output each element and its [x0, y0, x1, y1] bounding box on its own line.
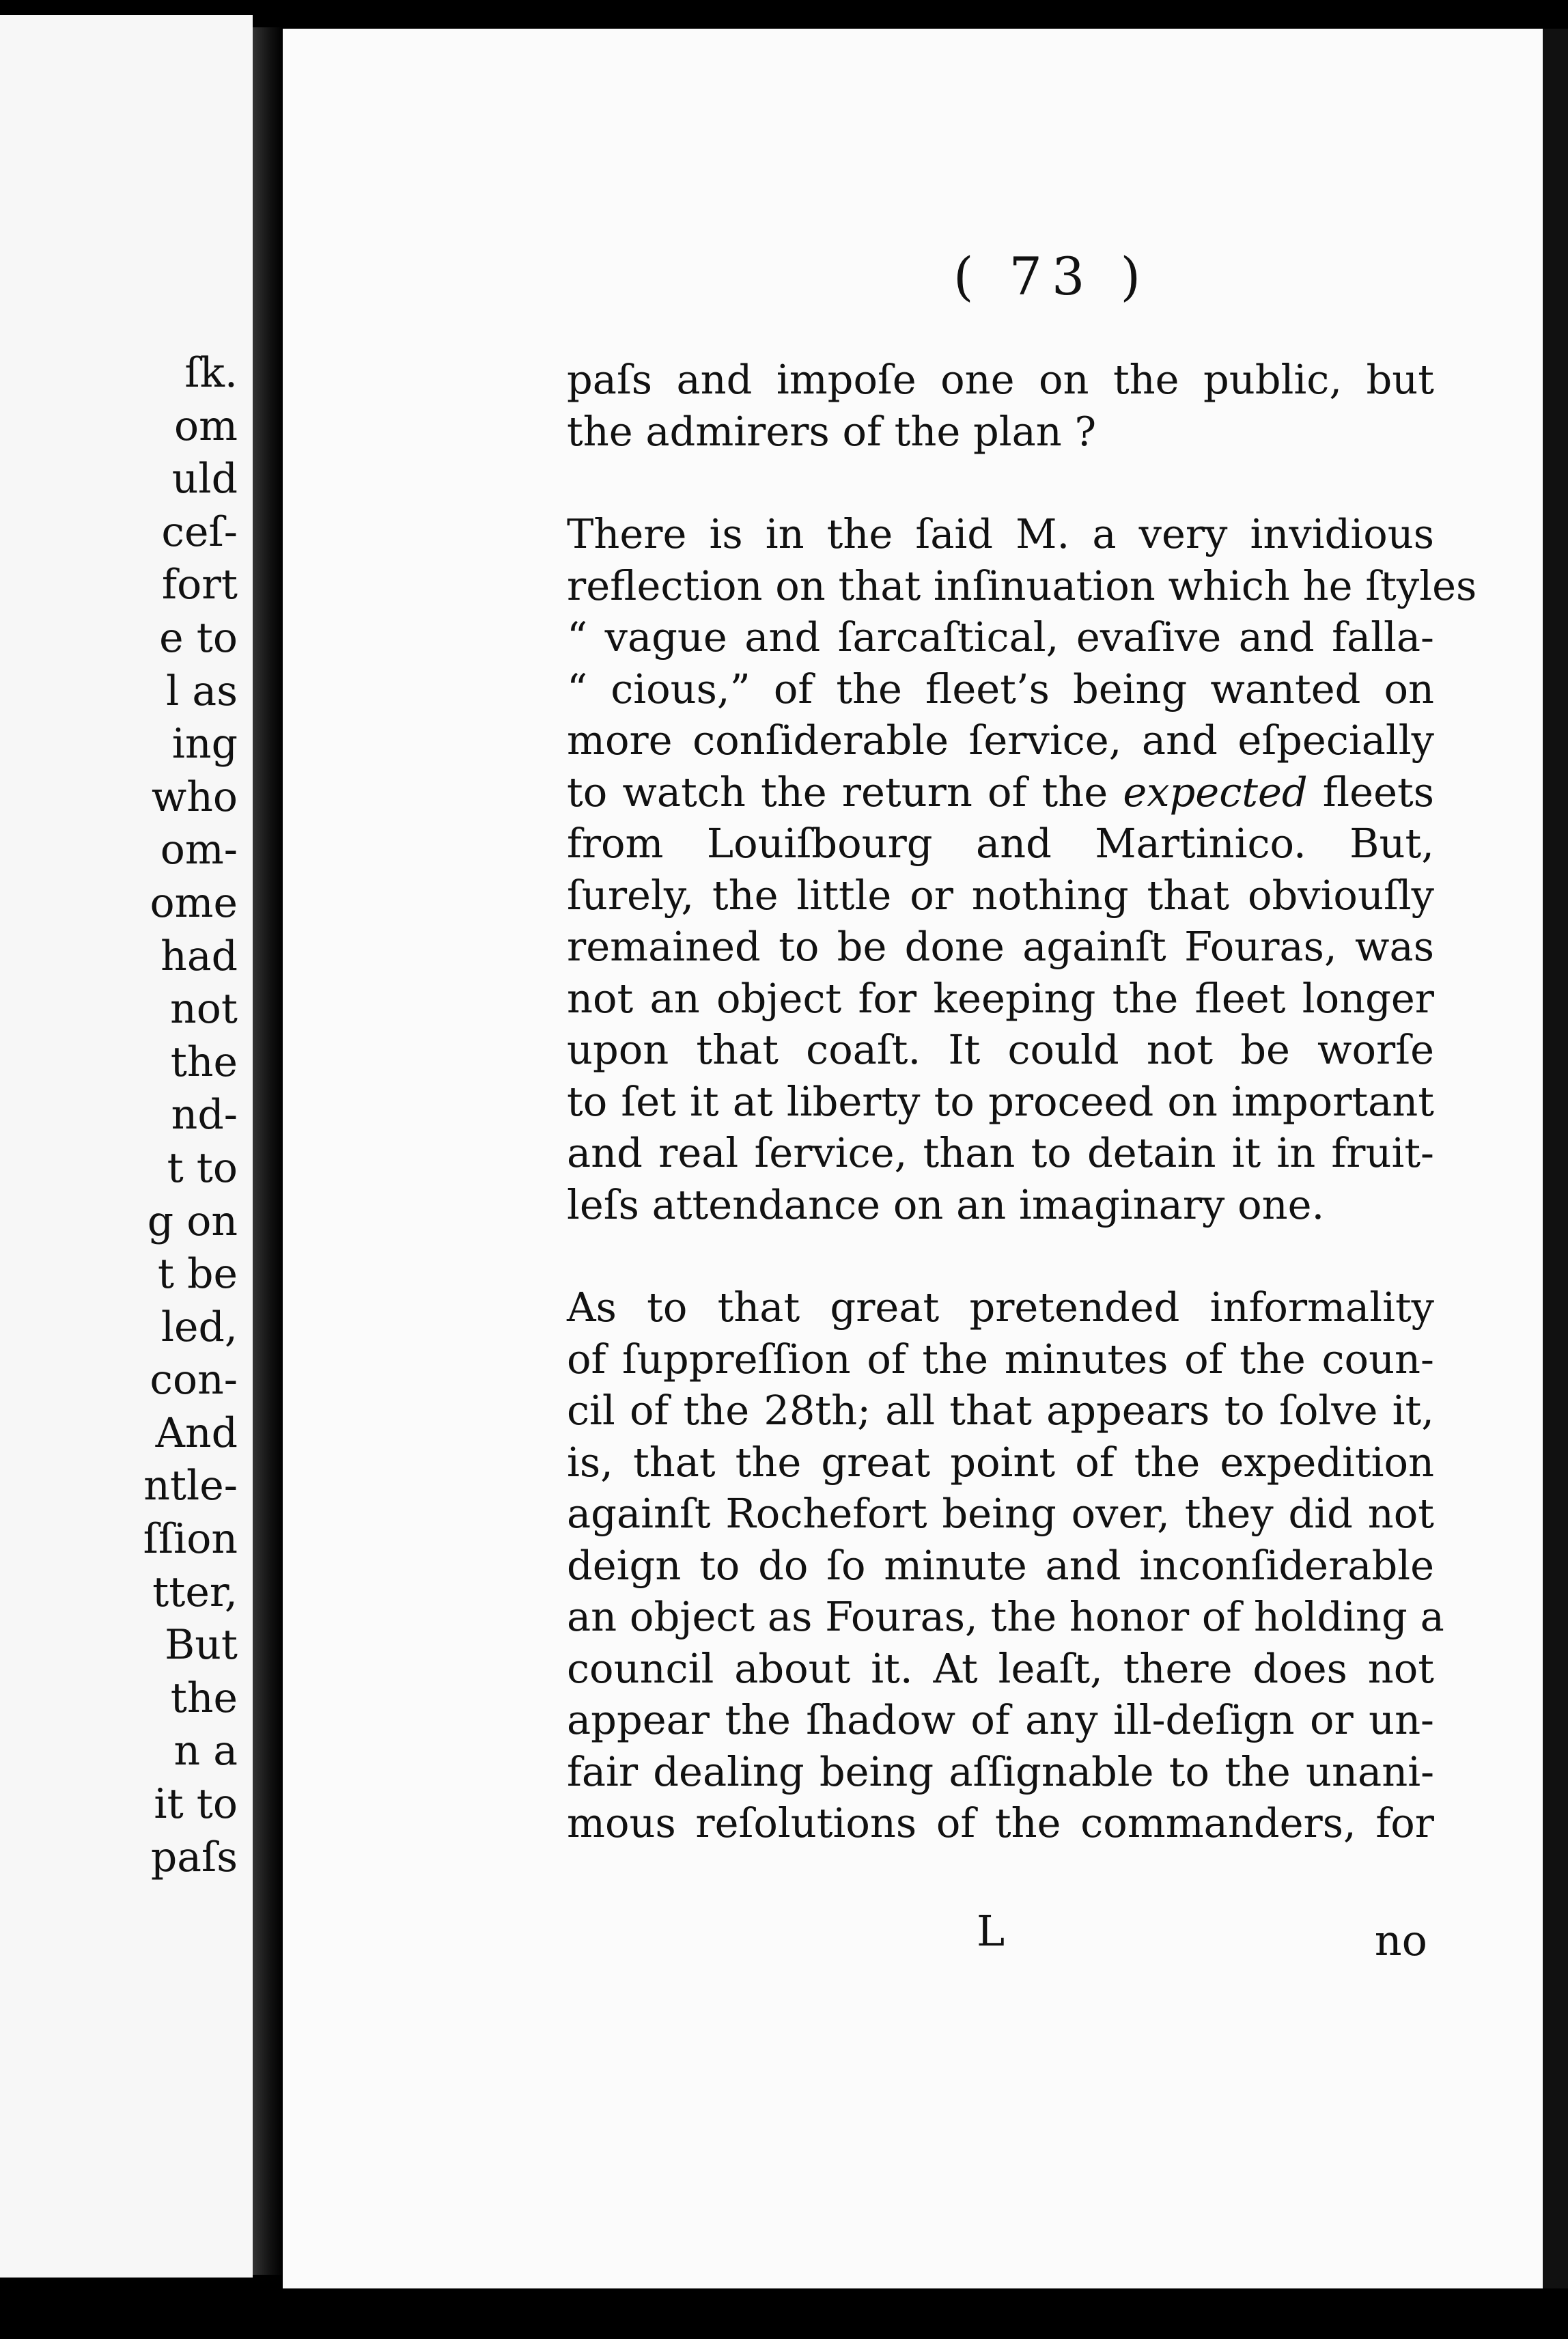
left-fragment: the [170, 1038, 238, 1086]
text-line: cil of the 28th; all that appears to ſolve it, [567, 1387, 1434, 1434]
left-fragment: con- [150, 1356, 238, 1404]
page-number: ( 73 ) [953, 246, 1151, 307]
body-text [567, 354, 1477, 1849]
text-line: and real ſervice, than to detain it in fruit- [567, 1129, 1434, 1176]
left-fragment: ome [150, 878, 238, 927]
left-fragment: om- [160, 826, 238, 874]
catchword: no [1374, 1915, 1427, 1965]
text-line: more conſiderable ſervice, and eſpecially [567, 717, 1434, 764]
text-line: As to that great pretended informality [567, 1284, 1434, 1331]
text-line: reflection on that inſinuation which he ſtyles [567, 562, 1477, 609]
left-fragment: g on [147, 1197, 238, 1245]
text-line: not an object for keeping the fleet longer [567, 974, 1434, 1022]
left-fragment: nd- [171, 1091, 238, 1139]
left-fragment: e to [159, 613, 238, 662]
text-line: deign to do ſo minute and inconſiderable [567, 1541, 1434, 1589]
signature-mark: L [977, 1906, 1005, 1956]
left-fragment: not [170, 985, 238, 1034]
left-fragment: led, [160, 1303, 238, 1351]
text-line: againſt Rochefort being over, they did not [567, 1490, 1434, 1537]
left-fragment: the [170, 1674, 238, 1722]
left-fragment: But [165, 1621, 238, 1670]
left-facing-page [0, 15, 253, 2278]
text-line: ſurely, the little or nothing that obviouſly [567, 871, 1434, 919]
italic-word: expected [1123, 768, 1308, 816]
text-line: paſs and impoſe one on the public, but [567, 356, 1434, 403]
text-line: There is in the ſaid M. a very invidious [567, 510, 1434, 557]
left-fragment: t be [157, 1250, 238, 1299]
text-line: council about it. At leaſt, there does not [567, 1644, 1434, 1692]
text-segment: to watch the return of the [567, 768, 1123, 816]
paragraph [567, 354, 1434, 457]
scan-right-border [1543, 29, 1568, 2288]
left-fragment: had [160, 932, 238, 980]
text-line: mous reſolutions of the commanders, for [567, 1799, 1434, 1846]
left-fragment: paſs [150, 1833, 238, 1881]
text-line: the admirers of the plan ? [567, 407, 1097, 455]
book-gutter-shadow [253, 27, 283, 2275]
left-fragment: l as [166, 667, 238, 715]
text-line: “ vague and ſarcaſtical, evaſive and falla- [567, 613, 1434, 661]
left-fragment: it to [154, 1780, 238, 1829]
left-fragment: who [151, 773, 238, 821]
scan-bottom-border [0, 2288, 1568, 2339]
text-line: leſs attendance on an imaginary one. [567, 1180, 1325, 1228]
text-line: remained to be done againſt Fouras, was [567, 923, 1434, 970]
left-fragment: om [173, 402, 238, 450]
left-fragment: ſk. [184, 349, 238, 397]
text-line: an object as Fouras, the honor of holding a [567, 1593, 1444, 1640]
text-line: from Louiſbourg and Martinico. But, [567, 820, 1434, 867]
left-fragment: And [155, 1409, 238, 1457]
left-page-text-fragments [0, 347, 253, 1884]
left-fragment: uld [171, 455, 238, 503]
left-fragment: ceſ- [161, 508, 238, 556]
left-fragment: fort [161, 561, 238, 609]
paragraph [567, 1282, 1444, 1849]
left-fragment: ntle- [143, 1462, 238, 1510]
text-line: fair dealing being aſſignable to the unani- [567, 1747, 1434, 1795]
left-fragment: ſſion [143, 1515, 238, 1564]
text-line: upon that coaſt. It could not be worſe [567, 1026, 1434, 1073]
text-line: appear the ſhadow of any ill-deſign or un- [567, 1696, 1434, 1743]
left-fragment: ing [171, 720, 238, 769]
text-segment: fleets [1307, 768, 1434, 816]
left-fragment: t to [167, 1144, 238, 1192]
text-line: is, that the great point of the expedition [567, 1438, 1434, 1486]
left-fragment: tter, [152, 1568, 238, 1616]
text-line: to ſet it at liberty to proceed on important [567, 1077, 1434, 1125]
text-line: “ cious,” of the fleet’s being wanted on [567, 665, 1434, 712]
left-fragment: n a [173, 1727, 238, 1775]
text-line-with-italic [567, 766, 1434, 818]
paragraph [567, 508, 1477, 1230]
text-line: of ſuppreſſion of the minutes of the coun- [567, 1335, 1434, 1383]
